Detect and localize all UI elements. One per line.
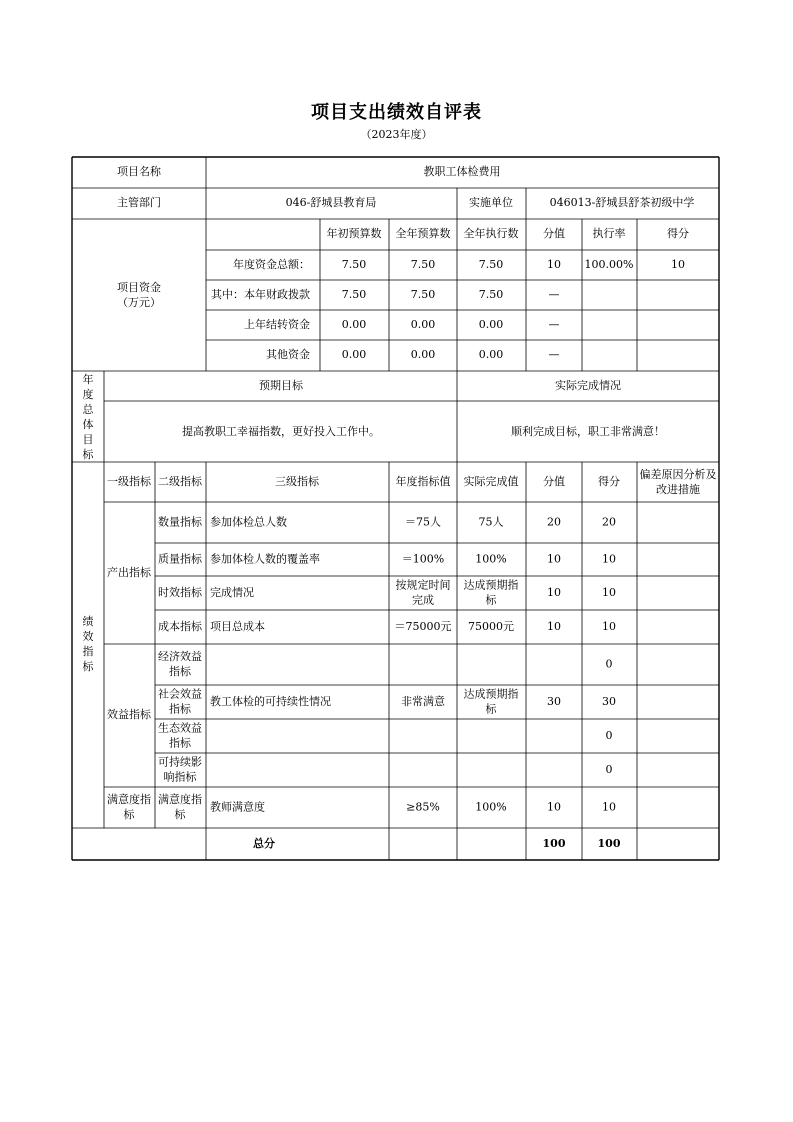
total-label: 总分 bbox=[253, 837, 275, 850]
expected-goal-text: 提高教职工幸福指数，更好投入工作中。 bbox=[182, 425, 380, 438]
perf-target: ≥85% bbox=[406, 800, 440, 814]
perf-l2: 指标 bbox=[169, 665, 191, 678]
perf-actual: 100% bbox=[475, 800, 507, 814]
perf-got: 0 bbox=[605, 763, 613, 776]
funds-cell: 7.50 bbox=[478, 258, 504, 271]
perf-actual: 达成预期指 bbox=[463, 687, 519, 701]
perf-l2: 社会效益 bbox=[158, 687, 202, 701]
l1-benefit: 效益指标 bbox=[107, 708, 151, 721]
funds-cell: 0.00 bbox=[478, 348, 504, 361]
perf-got: 0 bbox=[605, 657, 613, 671]
perf-l3: 参加体检总人数 bbox=[210, 515, 287, 529]
funds-cell: 0.00 bbox=[341, 318, 367, 331]
perf-header-l2: 二级指标 bbox=[158, 475, 202, 488]
perf-got: 10 bbox=[602, 800, 616, 814]
perf-score: 10 bbox=[547, 552, 561, 566]
funds-cell: 7.50 bbox=[410, 258, 436, 271]
total-got: 100 bbox=[597, 837, 621, 850]
page-subtitle: （2023年度） bbox=[360, 128, 433, 141]
funds-row-label: 其他资金 bbox=[266, 348, 310, 361]
perf-got: 0 bbox=[605, 729, 613, 742]
perf-target: ＝75000元 bbox=[394, 620, 452, 633]
perf-score: 10 bbox=[547, 620, 561, 633]
perf-l3: 教师满意度 bbox=[210, 800, 265, 814]
perf-header-l3: 三级指标 bbox=[275, 475, 319, 488]
perf-actual: 达成预期指 bbox=[463, 578, 519, 592]
perf-got: 10 bbox=[602, 552, 616, 566]
perf-l2: 标 bbox=[174, 808, 186, 821]
goals-side-char: 标 bbox=[82, 448, 94, 461]
perf-target: 按规定时间 bbox=[395, 578, 451, 592]
funds-header-4: 执行率 bbox=[592, 227, 626, 240]
perf-l2: 时效指标 bbox=[158, 586, 202, 599]
perf-l2: 质量指标 bbox=[158, 552, 202, 566]
perf-header-reason: 改进措施 bbox=[656, 483, 700, 496]
unit-value: 046013-舒城县舒茶初级中学 bbox=[549, 196, 695, 209]
funds-row-label: 上年结转资金 bbox=[244, 318, 310, 331]
dept-value: 046-舒城县教育局 bbox=[285, 196, 377, 209]
perf-header-l1: 一级指标 bbox=[107, 475, 151, 488]
goals-side-char: 总 bbox=[82, 403, 94, 416]
perf-header-reason: 偏差原因分析及 bbox=[639, 468, 717, 481]
funds-header-2: 全年执行数 bbox=[463, 227, 519, 240]
goals-side-char: 体 bbox=[82, 418, 94, 431]
perf-got: 20 bbox=[602, 515, 616, 529]
perf-target: 完成 bbox=[412, 593, 434, 607]
funds-row-label: 年度资金总额： bbox=[233, 258, 310, 271]
funds-header-3: 分值 bbox=[543, 227, 565, 240]
goals-side-char: 度 bbox=[82, 388, 94, 401]
perf-l3: 完成情况 bbox=[210, 586, 254, 599]
l1-satisfaction: 满意度指 bbox=[107, 793, 151, 806]
funds-cell: 0.00 bbox=[410, 348, 436, 361]
funds-cell: — bbox=[548, 288, 560, 301]
perf-l2: 经济效益 bbox=[158, 650, 202, 663]
project-name-label: 项目名称 bbox=[117, 165, 161, 178]
goals-side-char: 目 bbox=[82, 433, 94, 446]
perf-l3: 教工体检的可持续性情况 bbox=[210, 695, 331, 708]
funds-header-1: 全年预算数 bbox=[395, 227, 451, 240]
perf-score: 10 bbox=[547, 586, 561, 599]
funds-cell: 7.50 bbox=[341, 258, 367, 271]
perf-l2: 生态效益 bbox=[158, 721, 202, 735]
perf-side-char: 绩 bbox=[82, 615, 94, 628]
perf-actual: 100% bbox=[475, 552, 507, 566]
funds-row-label: 其中：本年财政拨款 bbox=[211, 288, 310, 301]
l1-satisfaction: 标 bbox=[123, 808, 135, 821]
actual-goal-text: 顺利完成目标，职工非常满意！ bbox=[511, 425, 665, 438]
perf-header-actual: 实际完成值 bbox=[463, 475, 519, 488]
goals-side-char: 年 bbox=[82, 373, 94, 386]
funds-unit-label: （万元） bbox=[117, 296, 161, 309]
funds-cell: 0.00 bbox=[478, 318, 504, 331]
perf-header-score: 分值 bbox=[543, 475, 565, 488]
perf-l2: 满意度指 bbox=[158, 793, 202, 806]
funds-label: 项目资金 bbox=[117, 281, 161, 294]
perf-target: ＝75人 bbox=[405, 515, 441, 529]
perf-got: 10 bbox=[602, 586, 616, 599]
perf-side-char: 指 bbox=[82, 645, 94, 658]
project-name-value: 教职工体检费用 bbox=[423, 165, 501, 178]
funds-cell: 10 bbox=[547, 258, 561, 271]
dept-label: 主管部门 bbox=[117, 196, 161, 209]
l1-output: 产出指标 bbox=[107, 566, 151, 579]
perf-got: 10 bbox=[602, 620, 616, 633]
funds-cell: 100.00% bbox=[584, 258, 634, 271]
perf-actual: 标 bbox=[485, 702, 497, 716]
perf-header-got: 得分 bbox=[598, 475, 620, 488]
perf-actual: 75000元 bbox=[468, 620, 514, 633]
perf-l2: 指标 bbox=[169, 702, 191, 716]
funds-cell: 7.50 bbox=[341, 288, 367, 301]
funds-cell: — bbox=[548, 318, 560, 331]
perf-target: 非常满意 bbox=[401, 695, 445, 708]
perf-l2: 指标 bbox=[169, 736, 191, 750]
perf-side-char: 效 bbox=[82, 630, 94, 643]
funds-cell: 7.50 bbox=[410, 288, 436, 301]
total-score: 100 bbox=[542, 837, 566, 850]
expected-goal-label: 预期目标 bbox=[259, 379, 303, 392]
page-title: 项目支出绩效自评表 bbox=[311, 102, 482, 123]
perf-l3: 项目总成本 bbox=[210, 620, 265, 633]
unit-label: 实施单位 bbox=[469, 196, 513, 209]
perf-actual: 75人 bbox=[478, 515, 504, 529]
funds-cell: 0.00 bbox=[341, 348, 367, 361]
funds-header-5: 得分 bbox=[667, 227, 689, 240]
perf-got: 30 bbox=[602, 695, 616, 708]
perf-actual: 标 bbox=[485, 593, 497, 607]
perf-l2: 响指标 bbox=[163, 770, 197, 784]
perf-l2: 可持续影 bbox=[158, 755, 202, 769]
perf-score: 20 bbox=[547, 515, 561, 529]
perf-l3: 参加体检人数的覆盖率 bbox=[210, 552, 320, 566]
funds-cell: 7.50 bbox=[478, 288, 504, 301]
funds-cell: — bbox=[548, 348, 560, 361]
actual-goal-label: 实际完成情况 bbox=[555, 379, 621, 392]
perf-side-char: 标 bbox=[82, 660, 94, 673]
perf-l2: 成本指标 bbox=[158, 620, 202, 633]
funds-header-0: 年初预算数 bbox=[326, 227, 382, 240]
funds-cell: 0.00 bbox=[410, 318, 436, 331]
perf-l2: 数量指标 bbox=[158, 515, 202, 529]
perf-header-target: 年度指标值 bbox=[395, 475, 451, 488]
funds-cell: 10 bbox=[671, 258, 685, 271]
perf-score: 10 bbox=[547, 800, 561, 814]
perf-score: 30 bbox=[547, 695, 561, 708]
perf-target: ＝100% bbox=[401, 552, 445, 566]
